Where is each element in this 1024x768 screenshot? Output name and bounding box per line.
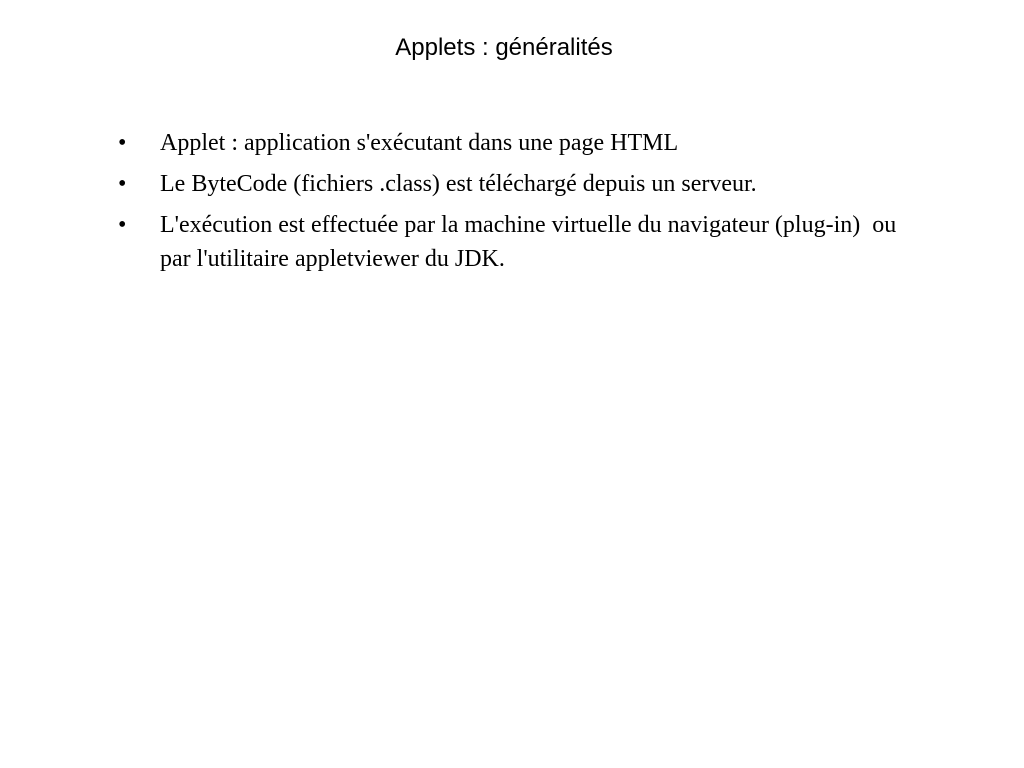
bullet-marker: • [118, 212, 127, 238]
bullet-item [118, 208, 908, 276]
slide-title: Applets : généralités [395, 34, 613, 61]
bullet-marker: • [118, 130, 127, 156]
bullet-text: Le ByteCode (fichiers .class) est téléchargé depuis un serveur. [160, 171, 757, 197]
bullet-text: L'exécution est effectuée par la machine virtuelle du navigateur (plug-in) ou par l'utilitaire appletviewer du JDK. [160, 212, 903, 272]
bullet-list [118, 126, 908, 283]
bullet-marker: • [118, 171, 127, 197]
bullet-text: Applet : application s'exécutant dans une page HTML [160, 130, 679, 156]
bullet-item [118, 126, 908, 160]
bullet-item [118, 167, 908, 201]
